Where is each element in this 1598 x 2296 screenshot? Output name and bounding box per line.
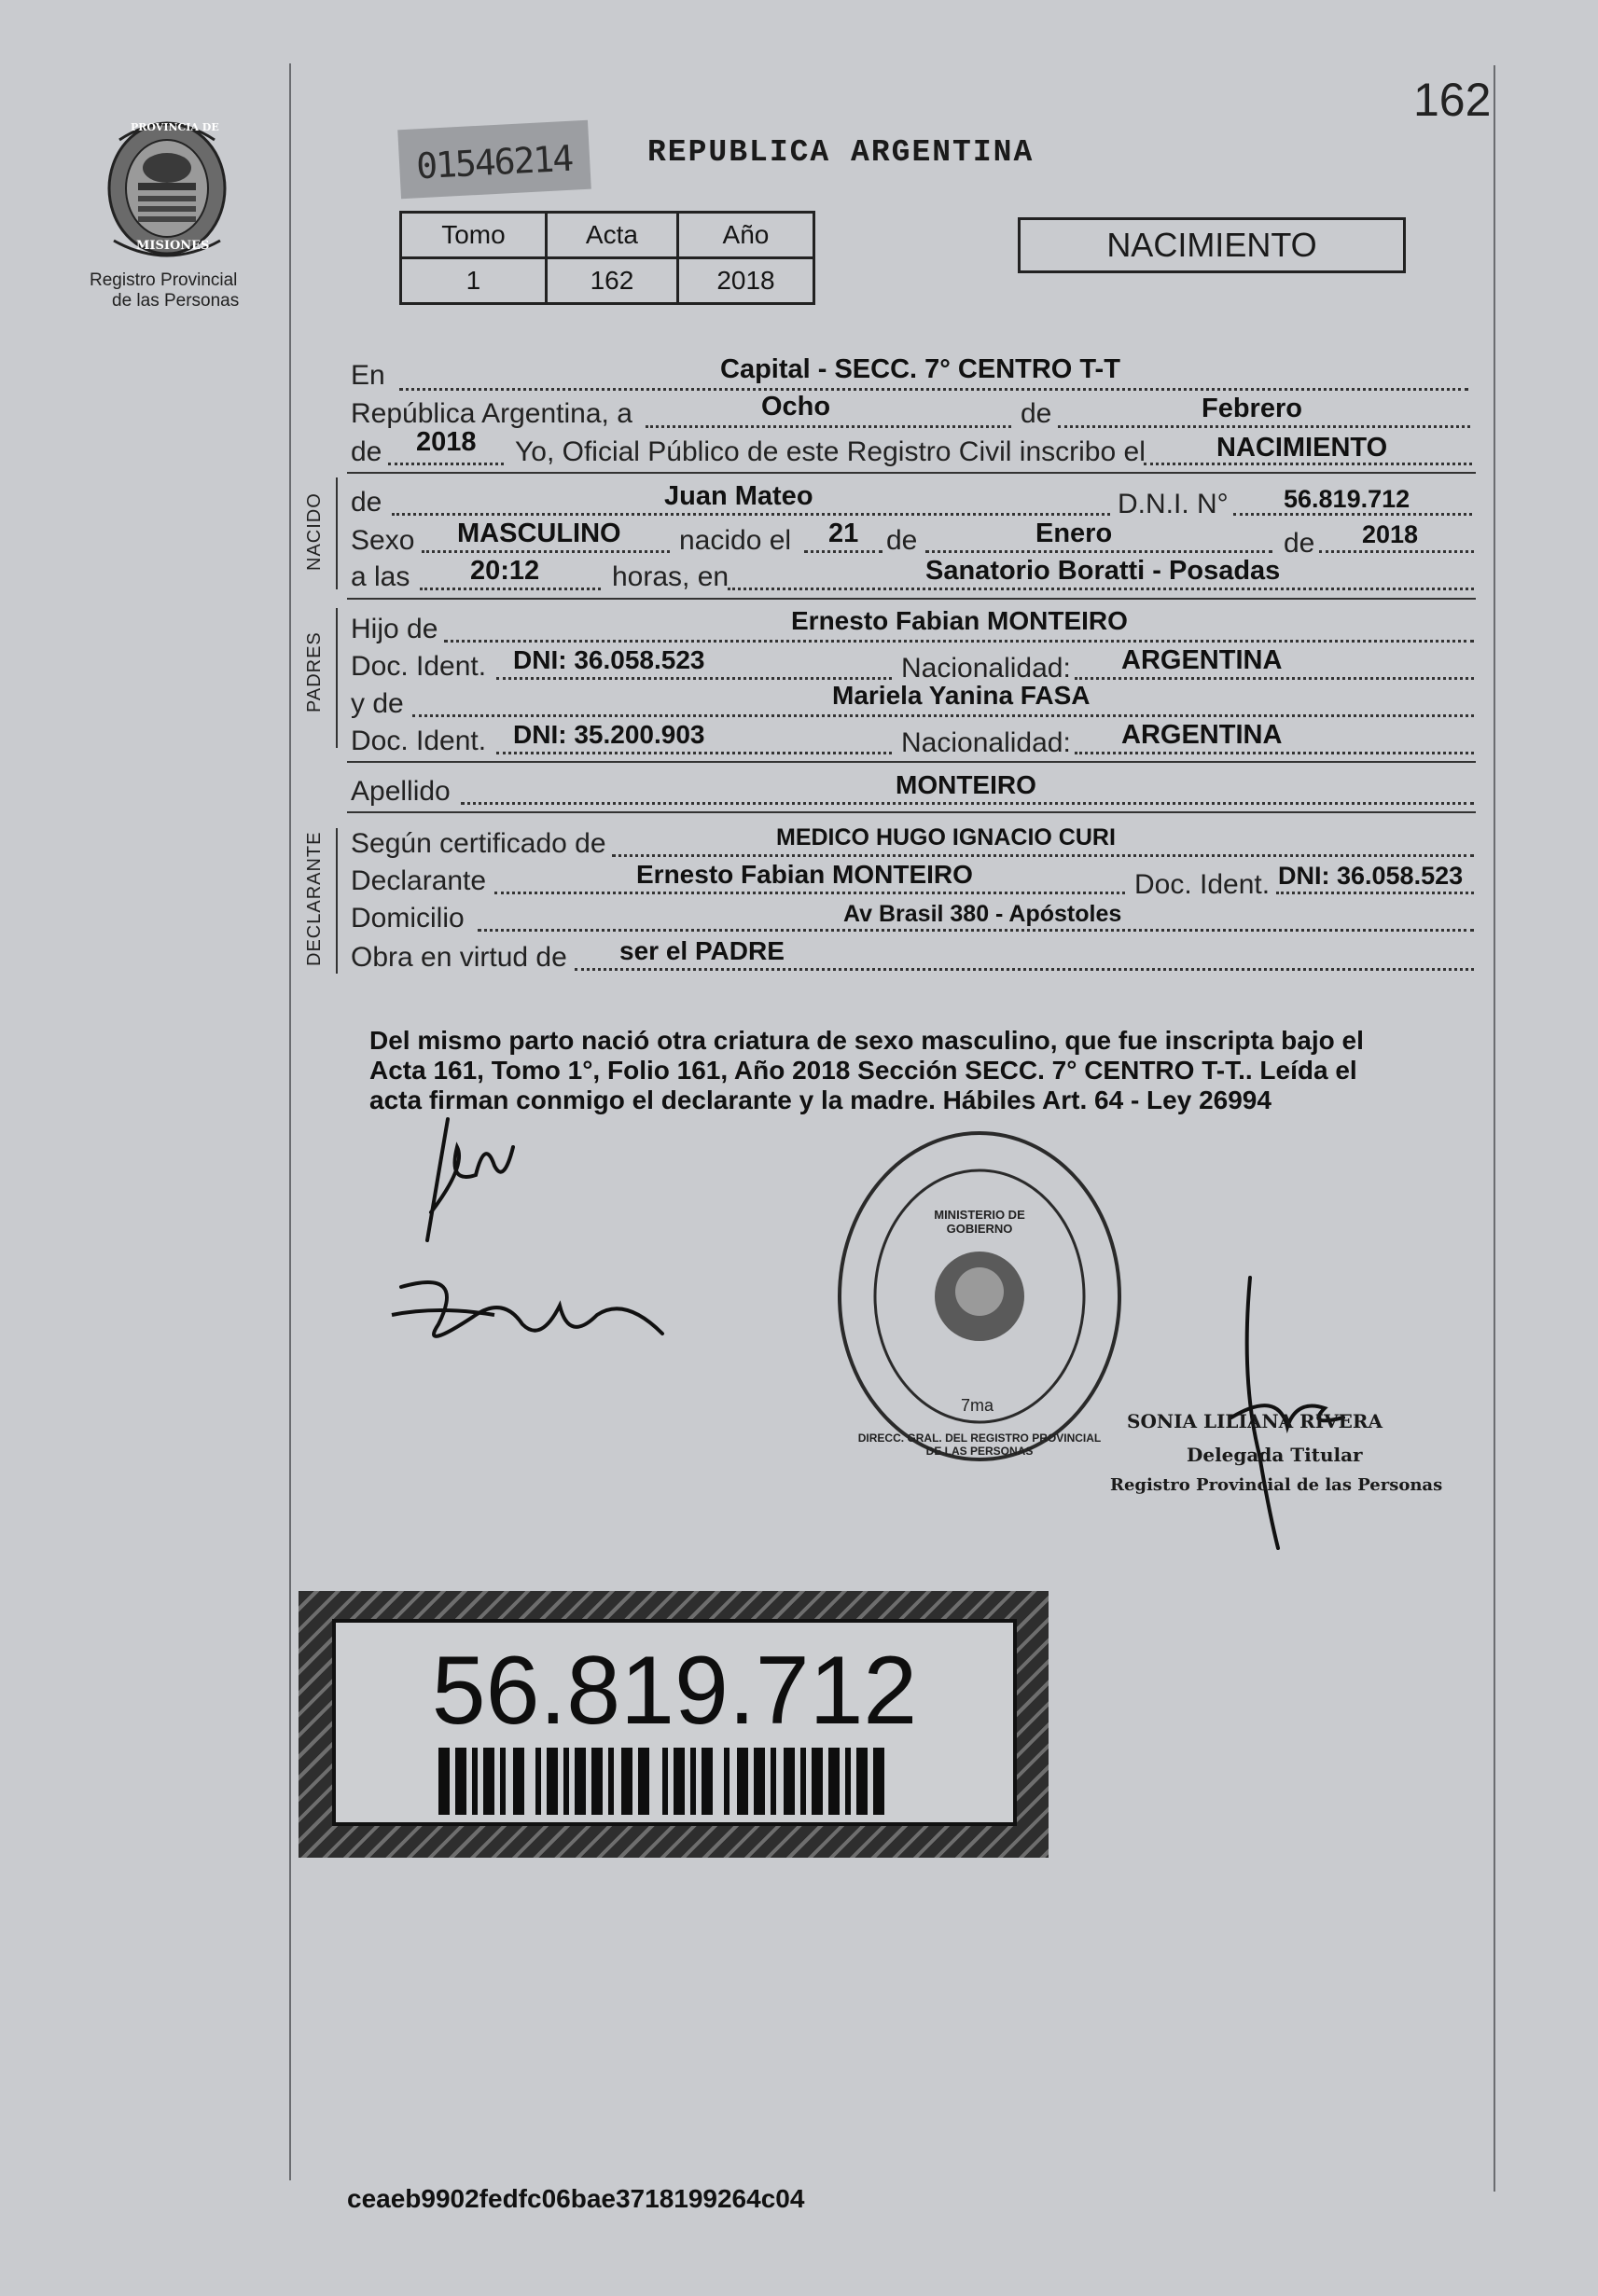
mother-doc: DNI: 35.200.903 (513, 720, 705, 749)
father-name: Ernesto Fabian MONTEIRO (791, 606, 1128, 635)
register-table-value-row (401, 258, 814, 304)
day-value: Ocho (761, 392, 831, 422)
country-title: REPUBLICA ARGENTINA (647, 135, 1035, 170)
right-margin-line (1494, 65, 1495, 2192)
register-header-acta: Acta (546, 213, 677, 258)
mother-nationality-label: Nacionalidad: (901, 727, 1071, 758)
horas-en-label: horas, en (612, 561, 730, 592)
y-de-label: y de (351, 688, 404, 719)
birth-day-dots (804, 550, 882, 553)
declarant-signature-icon (410, 1110, 532, 1250)
register-value-ano: 2018 (677, 258, 813, 304)
stamp-inner-text: MINISTERIO DE GOBIERNO (934, 1208, 1025, 1236)
en-label: En (351, 360, 385, 391)
padres-section-bar (336, 608, 338, 748)
apellido-label: Apellido (351, 776, 451, 807)
register-value-acta: 162 (546, 258, 677, 304)
inscribo-value: NACIMIENTO (1216, 433, 1388, 463)
logo-text-bottom: MISIONES (136, 239, 210, 253)
father-doc-dots (496, 677, 892, 680)
province-logo (101, 112, 233, 261)
register-header-tomo: Tomo (401, 213, 547, 258)
stamp-ring-text: DIRECC. GRAL. DEL REGISTRO PROVINCIAL DE LAS PERSONAS (857, 1432, 1102, 1458)
birth-month-de-label: de (886, 525, 918, 556)
barcode-icon (438, 1748, 896, 1815)
apellido-value: MONTEIRO (896, 770, 1036, 799)
year-value: 2018 (416, 427, 477, 457)
officer-title: Delegada Titular (1187, 1444, 1363, 1466)
obra-value: ser el PADRE (619, 936, 785, 965)
a-las-label: a las (351, 561, 410, 592)
declarante-doc-label: Doc. Ident. (1134, 869, 1271, 900)
left-margin-line (289, 63, 291, 2180)
declarante-doc-dots (1276, 892, 1474, 894)
obra-dots (575, 968, 1474, 971)
mother-nationality: ARGENTINA (1121, 720, 1283, 750)
stamp-seal-icon (830, 1124, 1129, 1469)
act-type-box (1018, 217, 1406, 273)
day-dots (646, 425, 1011, 428)
officer-name: SONIA LILIANA RIVERA (1127, 1410, 1383, 1432)
serial-number-label (397, 120, 591, 200)
dni-label: D.N.I. N° (1118, 489, 1229, 519)
domicilio-value: Av Brasil 380 - Apóstoles (843, 901, 1122, 927)
birth-place: Sanatorio Boratti - Posadas (925, 556, 1281, 586)
year-de-label: de (351, 436, 382, 467)
father-nationality: ARGENTINA (1121, 645, 1283, 675)
hijo-de-label: Hijo de (351, 614, 438, 644)
declarante-section-bar (336, 828, 338, 974)
declarante-doc: DNI: 36.058.523 (1278, 862, 1464, 890)
nacido-el-label: nacido el (679, 525, 792, 556)
father-name-dots (444, 640, 1474, 643)
logo-text-top: PROVINCIA DE (131, 121, 219, 133)
barcode-inner-panel (332, 1619, 1017, 1826)
name-dots (392, 513, 1110, 516)
en-value: Capital - SECC. 7° CENTRO T-T (720, 354, 1120, 384)
intro-separator (347, 472, 1476, 474)
birth-month-dots (925, 550, 1272, 553)
certificado-value: MEDICO HUGO IGNACIO CURI (776, 824, 1116, 851)
birth-month: Enero (1035, 519, 1113, 548)
child-dni: 56.819.712 (1284, 485, 1410, 513)
register-value-tomo: 1 (401, 258, 547, 304)
page-number: 162 (1413, 74, 1492, 126)
birth-day: 21 (828, 519, 859, 548)
republica-label: República Argentina, a (351, 398, 632, 429)
birth-year-de-label: de (1284, 528, 1315, 559)
nacido-separator (347, 598, 1476, 600)
sexo-value: MASCULINO (457, 519, 621, 548)
year-dots (388, 463, 504, 465)
child-name: Juan Mateo (664, 481, 813, 511)
org-name-line2: de las Personas (112, 291, 240, 311)
register-table (399, 211, 815, 305)
domicilio-dots (478, 929, 1474, 932)
mother-name-dots (412, 714, 1474, 717)
father-doc: DNI: 36.058.523 (513, 645, 705, 674)
note-line-3: acta firman conmigo el declarante y la madre. Hábiles Art. 64 - Ley 26994 (369, 1086, 1271, 1114)
mother-doc-dots (496, 752, 892, 754)
apellido-dots (461, 802, 1474, 805)
declarante-value: Ernesto Fabian MONTEIRO (636, 860, 973, 889)
stamp-section-text: 7ma (961, 1396, 994, 1415)
apellido-separator (347, 811, 1476, 813)
sexo-label: Sexo (351, 525, 415, 556)
oficial-text: Yo, Oficial Público de este Registro Civil inscribo el (515, 436, 1146, 467)
birth-hour: 20:12 (470, 556, 540, 586)
act-type-label: NACIMIENTO (1106, 226, 1317, 264)
padres-section-label: PADRES (304, 631, 325, 712)
officer-org: Registro Provincial de las Personas (1110, 1475, 1443, 1495)
mother-doc-label: Doc. Ident. (351, 726, 487, 756)
sexo-dots (422, 550, 670, 553)
nacido-section-label: NACIDO (304, 492, 325, 571)
domicilio-label: Domicilio (351, 903, 465, 934)
declarante-dots (494, 892, 1125, 894)
mother-name: Mariela Yanina FASA (832, 681, 1091, 710)
register-table-header-row (401, 213, 814, 258)
certificado-dots (612, 854, 1474, 857)
father-doc-label: Doc. Ident. (351, 651, 487, 682)
place-dots (728, 588, 1474, 590)
month-value: Febrero (1202, 394, 1302, 423)
nacido-de-label: de (351, 487, 382, 518)
month-de-label: de (1021, 398, 1052, 429)
nacido-section-bar (336, 477, 338, 589)
declarante-label: Declarante (351, 865, 487, 896)
mother-nationality-dots (1075, 752, 1474, 754)
certificado-label: Según certificado de (351, 828, 606, 859)
document-hash: ceaeb9902fedfc06bae3718199264c04 (347, 2184, 805, 2213)
official-stamp (830, 1124, 1129, 1469)
declarante-section-label: DECLARANTE (304, 831, 325, 966)
father-nationality-label: Nacionalidad: (901, 653, 1071, 684)
padres-separator (347, 761, 1476, 763)
obra-label: Obra en virtud de (351, 942, 567, 973)
en-dots (399, 388, 1468, 391)
note-line-1: Del mismo parto nació otra criatura de sexo masculino, que fue inscripta bajo el (369, 1026, 1364, 1055)
serial-number: 01546214 (415, 137, 574, 187)
register-header-ano: Año (677, 213, 813, 258)
father-nationality-dots (1075, 677, 1474, 680)
mother-signature-icon (382, 1268, 672, 1371)
barcode-number: 56.819.712 (431, 1637, 918, 1745)
note-paragraph (369, 1026, 1489, 1115)
month-dots (1058, 425, 1470, 428)
note-line-2: Acta 161, Tomo 1°, Folio 161, Año 2018 Sección SECC. 7° CENTRO T-T.. Leída el (369, 1056, 1357, 1085)
org-name-line1: Registro Provincial (90, 270, 238, 290)
birth-year-dots (1319, 550, 1474, 553)
birth-year: 2018 (1362, 520, 1419, 548)
barcode-sticker (299, 1591, 1049, 1858)
hour-dots (420, 588, 601, 590)
